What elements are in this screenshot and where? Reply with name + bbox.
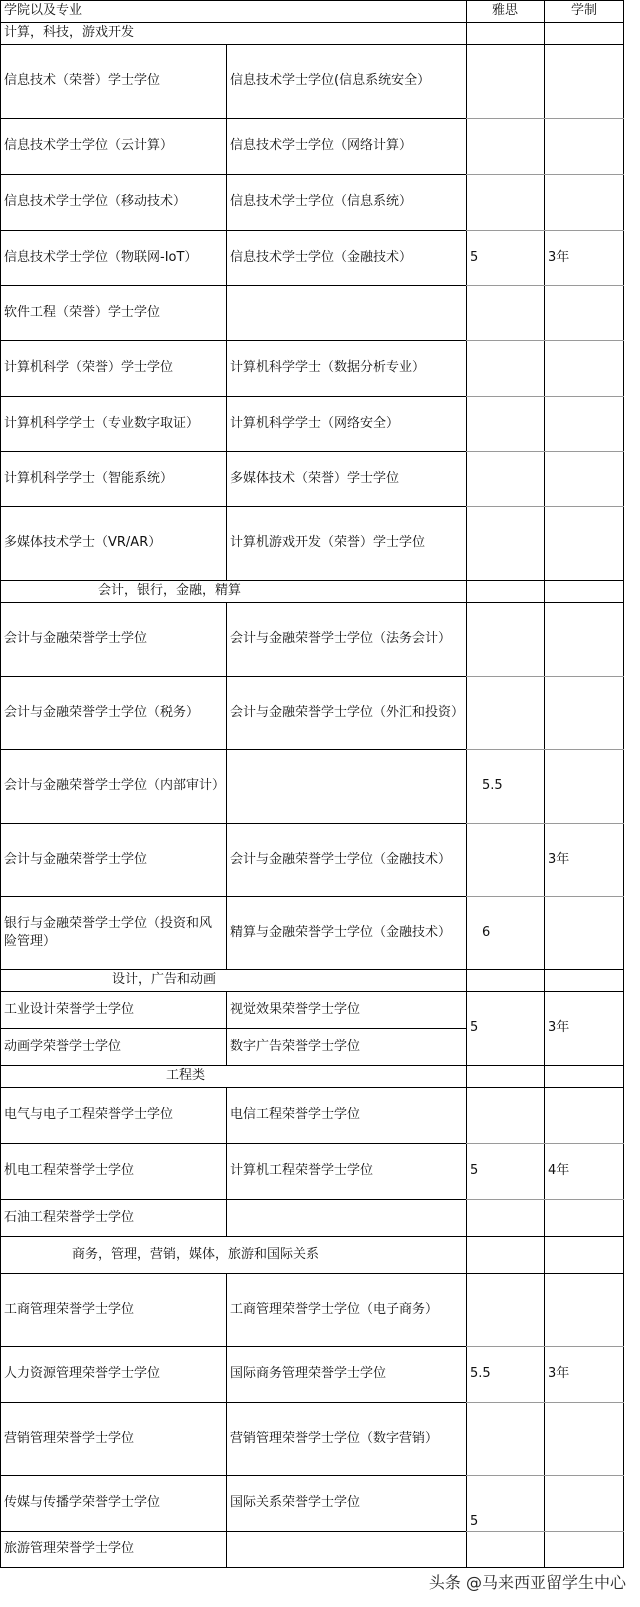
program-cell: 数字广告荣誉学士学位	[230, 1038, 361, 1054]
grid-line	[466, 1143, 624, 1144]
program-cell: 多媒体技术（荣誉）学士学位	[230, 470, 400, 486]
ielts-value: 5	[470, 1514, 479, 1529]
program-cell: 信息技术学士学位（云计算）	[4, 138, 174, 153]
grid-line	[466, 1475, 624, 1476]
grid-line	[0, 0, 1, 1567]
program-cell: 会计与金融荣誉学士学位（外汇和投资）	[230, 704, 465, 720]
grid-line	[0, 1531, 466, 1532]
program-cell: 计算机游戏开发（荣誉）学士学位	[230, 535, 426, 550]
program-cell: 会计与金融荣誉学士学位（内部审计）	[4, 778, 226, 793]
program-cell: 电气与电子工程荣誉学士学位	[4, 1107, 174, 1122]
grid-line	[466, 896, 624, 897]
program-cell: 会计与金融荣誉学士学位（金融技术）	[230, 851, 452, 867]
grid-line	[466, 118, 624, 119]
grid-line	[466, 1199, 624, 1200]
grid-line	[466, 749, 624, 750]
program-cell: 会计与金融荣誉学士学位（法务会计）	[230, 631, 452, 646]
duration-value: 3年	[548, 249, 570, 265]
program-cell: 计算机科学学士（数据分析专业）	[230, 360, 426, 375]
program-cell	[226, 1199, 466, 1236]
grid-line	[0, 1199, 466, 1200]
grid-line	[466, 823, 624, 824]
duration-value: 3年	[548, 851, 570, 867]
program-cell	[226, 749, 466, 823]
grid-line	[466, 451, 624, 452]
grid-line	[466, 230, 624, 231]
program-cell: 计算机科学（荣誉）学士学位	[4, 360, 174, 375]
program-cell: 计算机科学学士（网络安全）	[230, 415, 400, 431]
grid-line	[466, 174, 624, 175]
program-cell: 国际商务管理荣誉学士学位	[230, 1366, 387, 1381]
program-cell: 精算与金融荣誉学士学位（金融技术）	[230, 924, 452, 940]
grid-line	[0, 749, 466, 750]
program-cell: 动画学荣誉学士学位	[4, 1038, 122, 1054]
grid-line	[0, 969, 624, 970]
program-cell: 会计与金融荣誉学士学位（税务）	[4, 704, 200, 720]
duration-value: 3年	[548, 1366, 570, 1381]
program-cell: 工业设计荣誉学士学位	[4, 1001, 135, 1017]
program-cell: 工商管理荣誉学士学位	[4, 1301, 135, 1317]
ielts-value: 5.5	[470, 1366, 491, 1381]
program-cell: 视觉效果荣誉学士学位	[230, 1001, 361, 1017]
grid-line	[466, 676, 624, 677]
grid-line	[0, 396, 466, 397]
program-cell: 旅游管理荣誉学士学位	[4, 1541, 135, 1556]
section-title-business: 商务，管理，营销，媒体，旅游和国际关系	[72, 1246, 320, 1262]
program-cell: 人力资源管理荣誉学士学位	[4, 1366, 161, 1381]
grid-line	[0, 285, 466, 286]
program-cell: 机电工程荣誉学士学位	[4, 1163, 135, 1178]
header-col-ielts: 雅思	[466, 0, 544, 22]
grid-line	[0, 823, 466, 824]
grid-line	[0, 44, 624, 45]
program-cell: 信息技术学士学位（物联网-IoT）	[4, 249, 198, 265]
grid-line	[0, 1065, 624, 1066]
grid-line	[0, 676, 466, 677]
grid-line	[466, 1402, 624, 1403]
program-cell: 计算机科学学士（专业数字取证）	[4, 415, 200, 431]
grid-line	[0, 1475, 466, 1476]
duration-value: 3年	[548, 1020, 570, 1035]
grid-line	[466, 396, 624, 397]
section-title-accounting: 会计，银行，金融，精算	[98, 583, 242, 598]
grid-line	[466, 506, 624, 507]
program-cell: 会计与金融荣誉学士学位	[4, 851, 148, 867]
program-cell: 会计与金融荣誉学士学位	[4, 631, 148, 646]
ielts-value: 5	[470, 1020, 479, 1035]
grid-line	[0, 1346, 466, 1347]
program-cell: 电信工程荣誉学士学位	[230, 1107, 361, 1122]
duration-value: 4年	[548, 1163, 570, 1178]
grid-line	[0, 1402, 466, 1403]
grid-line	[0, 1028, 466, 1029]
grid-line	[226, 602, 227, 969]
grid-line	[0, 22, 624, 23]
ielts-value: 6	[482, 924, 491, 940]
program-cell	[226, 285, 466, 340]
grid-line	[0, 174, 466, 175]
program-cell: 传媒与传播学荣誉学士学位	[4, 1495, 161, 1510]
grid-line	[0, 896, 466, 897]
grid-line	[623, 0, 624, 1567]
watermark: 头条 @马来西亚留学生中心	[428, 1573, 626, 1592]
program-cell: 营销管理荣誉学士学位	[4, 1430, 135, 1446]
ielts-value: 5	[470, 249, 479, 265]
section-title-design: 设计，广告和动画	[112, 972, 217, 987]
grid-line	[0, 602, 624, 603]
program-cell: 计算机科学学士（智能系统）	[4, 470, 174, 486]
grid-line	[0, 506, 466, 507]
program-cell: 信息技术学士学位（信息系统）	[230, 194, 413, 209]
program-cell: 石油工程荣誉学士学位	[4, 1209, 135, 1225]
grid-line	[226, 44, 227, 580]
program-cell: 计算机工程荣誉学士学位	[230, 1163, 374, 1178]
program-cell: 信息技术学士学位（网络计算）	[230, 138, 413, 153]
grid-line	[0, 991, 624, 992]
header-col-programs: 学院以及专业	[0, 0, 466, 22]
program-cell: 软件工程（荣誉）学士学位	[4, 304, 161, 320]
program-cell: 信息技术学士学位（金融技术）	[230, 249, 413, 265]
grid-line	[0, 1567, 624, 1568]
grid-line	[0, 0, 624, 1]
section-title-engineering: 工程类	[166, 1068, 206, 1083]
grid-line	[466, 1531, 624, 1532]
header-col-duration: 学制	[544, 0, 624, 22]
ielts-value: 5.5	[482, 778, 503, 793]
program-cell: 工商管理荣誉学士学位（电子商务）	[230, 1301, 439, 1317]
grid-line	[0, 1143, 466, 1144]
grid-line	[466, 1346, 624, 1347]
program-cell: 信息技术学士学位(信息系统安全）	[230, 73, 431, 88]
grid-line	[0, 1236, 624, 1237]
grid-line	[0, 230, 466, 231]
grid-line	[0, 1273, 624, 1274]
program-cell: 银行与金融荣誉学士学位（投资和风险管理）	[4, 915, 213, 949]
grid-line	[544, 0, 545, 1567]
grid-line	[466, 0, 467, 1567]
program-cell: 信息技术（荣誉）学士学位	[4, 73, 161, 88]
grid-line	[226, 1273, 227, 1567]
grid-line	[466, 285, 624, 286]
grid-line	[0, 1087, 624, 1088]
grid-line	[466, 340, 624, 341]
program-cell: 信息技术学士学位（移动技术）	[4, 194, 187, 209]
grid-line	[226, 1087, 227, 1236]
program-cell: 多媒体技术学士（VR/AR）	[4, 535, 162, 550]
ielts-value: 5	[470, 1163, 479, 1178]
grid-line	[0, 451, 466, 452]
program-cell	[226, 1531, 466, 1567]
grid-line	[0, 580, 624, 581]
section-title-computing: 计算，科技，游戏开发	[4, 25, 135, 40]
program-cell: 国际关系荣誉学士学位	[230, 1495, 361, 1510]
program-cell: 营销管理荣誉学士学位（数字营销）	[230, 1430, 439, 1446]
grid-line	[0, 340, 466, 341]
grid-line	[0, 118, 466, 119]
